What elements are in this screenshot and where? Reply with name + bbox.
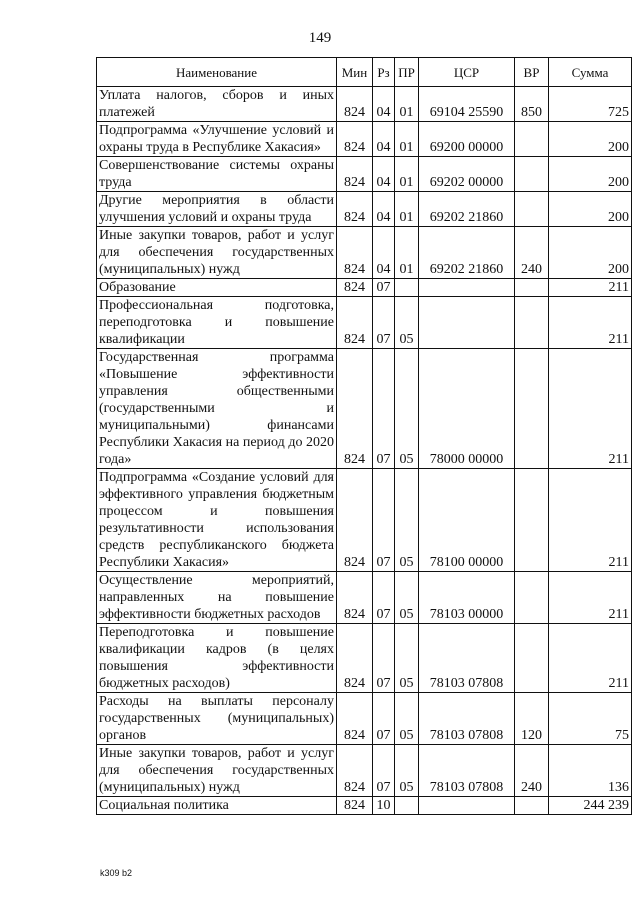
cell-csr: 78103 07808 — [419, 624, 515, 693]
page-number: 149 — [308, 30, 332, 46]
cell-rz: 07 — [373, 349, 395, 469]
footer-code: k309 b2 — [100, 868, 133, 878]
table-row — [97, 349, 632, 469]
cell-pr: 01 — [395, 122, 419, 157]
cell-min: 824 — [337, 122, 373, 157]
table-row — [97, 297, 632, 349]
table-row — [97, 624, 632, 693]
cell-rz: 04 — [373, 192, 395, 227]
header-name: Наименование — [97, 58, 337, 87]
cell-min: 824 — [337, 227, 373, 279]
cell-vr — [515, 349, 549, 469]
cell-rz: 07 — [373, 745, 395, 797]
cell-vr — [515, 279, 549, 297]
cell-name: Другие мероприятия в области улучшения условий и охраны труда — [97, 192, 337, 227]
cell-min: 824 — [337, 279, 373, 297]
cell-min: 824 — [337, 349, 373, 469]
cell-name: Уплата налогов, сборов и иных платежей — [97, 87, 337, 122]
cell-name: Переподготовка и повышение квалификации кадров (в целях повышения эффективности бюджетных расходов) — [97, 624, 337, 693]
cell-pr: 05 — [395, 349, 419, 469]
cell-min: 824 — [337, 797, 373, 815]
cell-rz: 10 — [373, 797, 395, 815]
cell-sum: 200 — [549, 227, 632, 279]
cell-sum: 136 — [549, 745, 632, 797]
cell-pr: 05 — [395, 624, 419, 693]
cell-rz: 04 — [373, 157, 395, 192]
header-sum: Сумма — [549, 58, 632, 87]
cell-vr: 120 — [515, 693, 549, 745]
cell-sum: 211 — [549, 279, 632, 297]
cell-sum: 200 — [549, 122, 632, 157]
table-row — [97, 572, 632, 624]
cell-rz: 07 — [373, 693, 395, 745]
cell-rz: 07 — [373, 572, 395, 624]
header-vr: ВР — [515, 58, 549, 87]
table-row — [97, 122, 632, 157]
table-row — [97, 279, 632, 297]
cell-vr: 240 — [515, 745, 549, 797]
cell-pr: 05 — [395, 572, 419, 624]
cell-vr — [515, 572, 549, 624]
cell-rz: 07 — [373, 624, 395, 693]
cell-pr: 05 — [395, 693, 419, 745]
cell-min: 824 — [337, 87, 373, 122]
cell-sum: 211 — [549, 572, 632, 624]
cell-csr — [419, 297, 515, 349]
cell-sum: 200 — [549, 192, 632, 227]
table-header-row — [97, 58, 632, 87]
cell-name: Иные закупки товаров, работ и услуг для обеспечения государственных (муниципальных) нужд — [97, 745, 337, 797]
cell-csr: 78000 00000 — [419, 349, 515, 469]
cell-sum: 211 — [549, 349, 632, 469]
cell-vr — [515, 469, 549, 572]
cell-csr: 69202 21860 — [419, 192, 515, 227]
cell-vr — [515, 192, 549, 227]
header-min: Мин — [337, 58, 373, 87]
cell-sum: 725 — [549, 87, 632, 122]
table-row — [97, 192, 632, 227]
cell-name: Социальная политика — [97, 797, 337, 815]
cell-name: Расходы на выплаты персоналу государственных (муниципальных) органов — [97, 693, 337, 745]
table-row — [97, 797, 632, 815]
cell-rz: 07 — [373, 279, 395, 297]
cell-vr: 240 — [515, 227, 549, 279]
cell-min: 824 — [337, 572, 373, 624]
table-row — [97, 693, 632, 745]
cell-rz: 07 — [373, 469, 395, 572]
cell-csr — [419, 279, 515, 297]
cell-csr: 78103 00000 — [419, 572, 515, 624]
cell-sum: 211 — [549, 297, 632, 349]
table-row — [97, 157, 632, 192]
cell-pr — [395, 797, 419, 815]
cell-csr — [419, 797, 515, 815]
cell-pr: 01 — [395, 157, 419, 192]
cell-sum: 211 — [549, 624, 632, 693]
cell-rz: 04 — [373, 87, 395, 122]
header-pr: ПР — [395, 58, 419, 87]
cell-rz: 04 — [373, 227, 395, 279]
table-row — [97, 469, 632, 572]
header-rz: Рз — [373, 58, 395, 87]
cell-rz: 04 — [373, 122, 395, 157]
cell-vr — [515, 122, 549, 157]
cell-name: Подпрограмма «Создание условий для эффективного управления бюджетным процессом и повышения результативности использования средств республиканского бюджета Республики Хакасия» — [97, 469, 337, 572]
header-csr: ЦСР — [419, 58, 515, 87]
cell-min: 824 — [337, 192, 373, 227]
cell-name: Профессиональная подготовка, переподготовка и повышение квалификации — [97, 297, 337, 349]
cell-pr: 05 — [395, 469, 419, 572]
cell-min: 824 — [337, 693, 373, 745]
cell-name: Образование — [97, 279, 337, 297]
budget-table — [96, 57, 632, 815]
cell-min: 824 — [337, 624, 373, 693]
cell-vr: 850 — [515, 87, 549, 122]
cell-name: Осуществление мероприятий, направленных на повышение эффективности бюджетных расходов — [97, 572, 337, 624]
cell-min: 824 — [337, 157, 373, 192]
cell-vr — [515, 297, 549, 349]
cell-name: Подпрограмма «Улучшение условий и охраны труда в Республике Хакасия» — [97, 122, 337, 157]
cell-vr — [515, 624, 549, 693]
table-row — [97, 745, 632, 797]
cell-min: 824 — [337, 745, 373, 797]
cell-pr: 01 — [395, 192, 419, 227]
cell-name: Совершенствование системы охраны труда — [97, 157, 337, 192]
cell-csr: 78100 00000 — [419, 469, 515, 572]
cell-csr: 69202 00000 — [419, 157, 515, 192]
cell-rz: 07 — [373, 297, 395, 349]
table-row — [97, 87, 632, 122]
cell-name: Иные закупки товаров, работ и услуг для обеспечения государственных (муниципальных) нужд — [97, 227, 337, 279]
cell-name: Государственная программа «Повышение эффективности управления общественными (государственными и муниципальными) финансами Республики Хакасия на период до 2020 года» — [97, 349, 337, 469]
cell-sum: 211 — [549, 469, 632, 572]
cell-csr: 69200 00000 — [419, 122, 515, 157]
cell-pr: 05 — [395, 745, 419, 797]
cell-pr — [395, 279, 419, 297]
cell-vr — [515, 157, 549, 192]
cell-min: 824 — [337, 469, 373, 572]
cell-pr: 01 — [395, 227, 419, 279]
cell-pr: 05 — [395, 297, 419, 349]
cell-vr — [515, 797, 549, 815]
cell-sum: 244 239 — [549, 797, 632, 815]
cell-sum: 200 — [549, 157, 632, 192]
cell-pr: 01 — [395, 87, 419, 122]
cell-csr: 78103 07808 — [419, 693, 515, 745]
cell-min: 824 — [337, 297, 373, 349]
cell-csr: 69202 21860 — [419, 227, 515, 279]
table-row — [97, 227, 632, 279]
cell-csr: 69104 25590 — [419, 87, 515, 122]
cell-csr: 78103 07808 — [419, 745, 515, 797]
cell-sum: 75 — [549, 693, 632, 745]
